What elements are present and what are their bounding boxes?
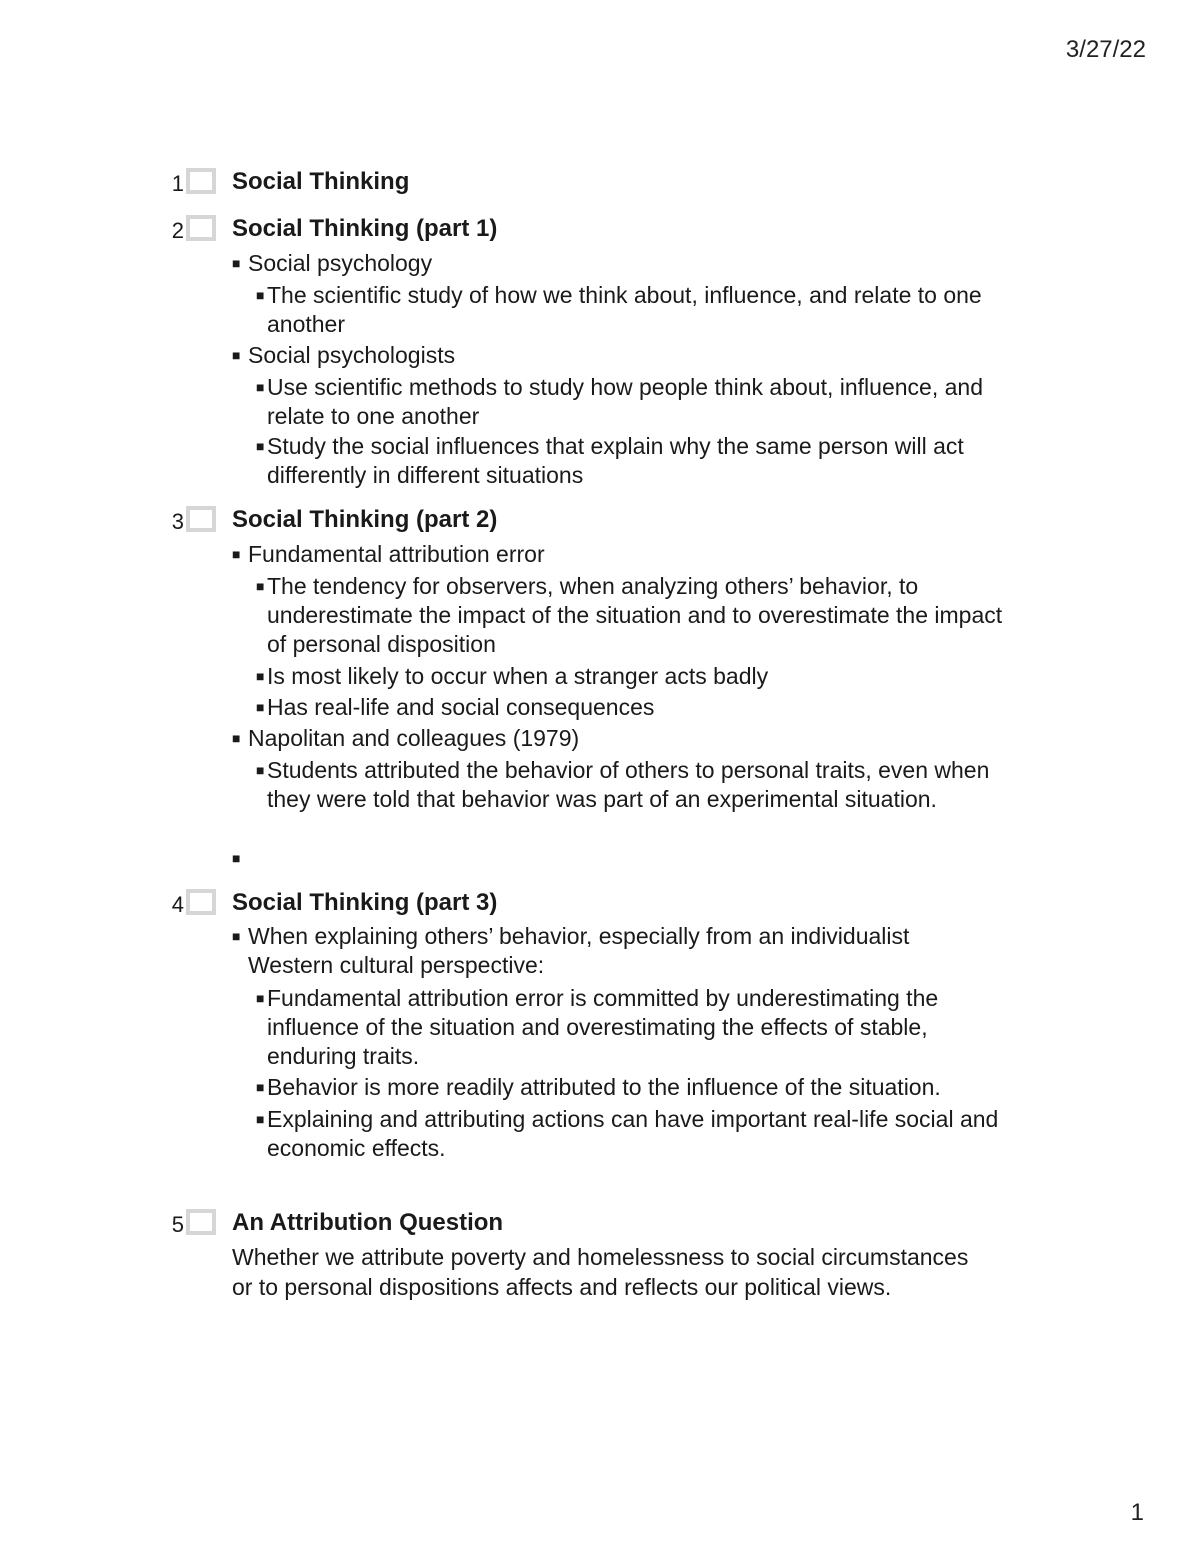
slide-thumbnail-icon — [186, 1209, 216, 1235]
sub-bullet-item: ■ Has real-life and social consequences — [256, 694, 655, 720]
square-bullet-icon: ■ — [256, 1111, 265, 1127]
square-bullet-icon: ■ — [232, 850, 241, 866]
page-number: 1 — [1130, 1499, 1144, 1526]
page-date: 3/27/22 — [1065, 36, 1146, 63]
square-bullet-icon: ■ — [256, 438, 265, 454]
sub-bullet-item: ■ Study the social influences that explain why the same person will act differently in different situations — [256, 433, 964, 488]
square-bullet-icon: ■ — [232, 347, 241, 363]
slide-number: 1 — [171, 171, 184, 196]
sub-bullet-item: ■ Is most likely to occur when a stranger acts badly — [256, 663, 769, 689]
slide-title: Social Thinking — [232, 168, 410, 195]
slide-title: Social Thinking (part 1) — [232, 215, 498, 242]
sub-bullet-item: ■ The scientific study of how we think about, influence, and relate to one another — [256, 282, 982, 337]
square-bullet-icon: ■ — [232, 255, 241, 271]
slide-title: An Attribution Question — [232, 1209, 504, 1236]
square-bullet-icon: ■ — [256, 699, 265, 715]
square-bullet-icon: ■ — [256, 287, 265, 303]
sub-bullet-item: ■ The tendency for observers, when analyzing others’ behavior, to underestimate the impact of the situation and to overestimate the impact of personal disposition — [256, 573, 1003, 657]
slide-title: Social Thinking (part 2) — [232, 506, 498, 533]
square-bullet-icon: ■ — [256, 1079, 265, 1095]
square-bullet-icon: ■ — [232, 928, 241, 944]
square-bullet-icon: ■ — [256, 990, 265, 1006]
bullet-item: ■ Napolitan and colleagues (1979) — [232, 725, 580, 751]
slide-number: 2 — [171, 218, 184, 243]
sub-bullet-item: ■ Behavior is more readily attributed to the influence of the situation. — [256, 1074, 941, 1100]
sub-bullet-item: ■ Fundamental attribution error is committed by underestimating the influence of the situation and overestimating the effects of stable, enduring traits. — [256, 985, 939, 1069]
bullet-item: ■ When explaining others’ behavior, especially from an individualist Western cultural perspective: — [232, 923, 910, 978]
slide-title: Social Thinking (part 3) — [232, 889, 498, 916]
slide-number: 3 — [171, 509, 184, 534]
square-bullet-icon: ■ — [256, 762, 265, 778]
slide-number: 5 — [171, 1212, 184, 1237]
square-bullet-icon: ■ — [256, 578, 265, 594]
slide-thumbnail-icon — [186, 889, 216, 915]
slide-thumbnail-icon — [186, 506, 216, 532]
square-bullet-icon: ■ — [256, 379, 265, 395]
square-bullet-icon: ■ — [256, 668, 265, 684]
sub-bullet-item: ■ Students attributed the behavior of others to personal traits, even when they were told that behavior was part of an experimental situation. — [256, 757, 990, 812]
bullet-item: ■ Fundamental attribution error — [232, 541, 545, 567]
bullet-item: ■ Social psychology — [232, 250, 433, 276]
sub-bullet-item: ■ Explaining and attributing actions can have important real-life social and economic effects. — [256, 1106, 999, 1161]
slide-number: 4 — [171, 892, 184, 917]
slide-thumbnail-icon — [186, 215, 216, 241]
square-bullet-icon: ■ — [232, 546, 241, 562]
bullet-item: ■ Social psychologists — [232, 342, 456, 368]
slide-thumbnail-icon — [186, 168, 216, 194]
square-bullet-icon: ■ — [232, 730, 241, 746]
slide-body-text: Whether we attribute poverty and homelessness to social circumstances or to personal dispositions affects and reflects our political views. — [232, 1244, 969, 1300]
sub-bullet-item: ■ Use scientific methods to study how people think about, influence, and relate to one another — [256, 374, 983, 429]
